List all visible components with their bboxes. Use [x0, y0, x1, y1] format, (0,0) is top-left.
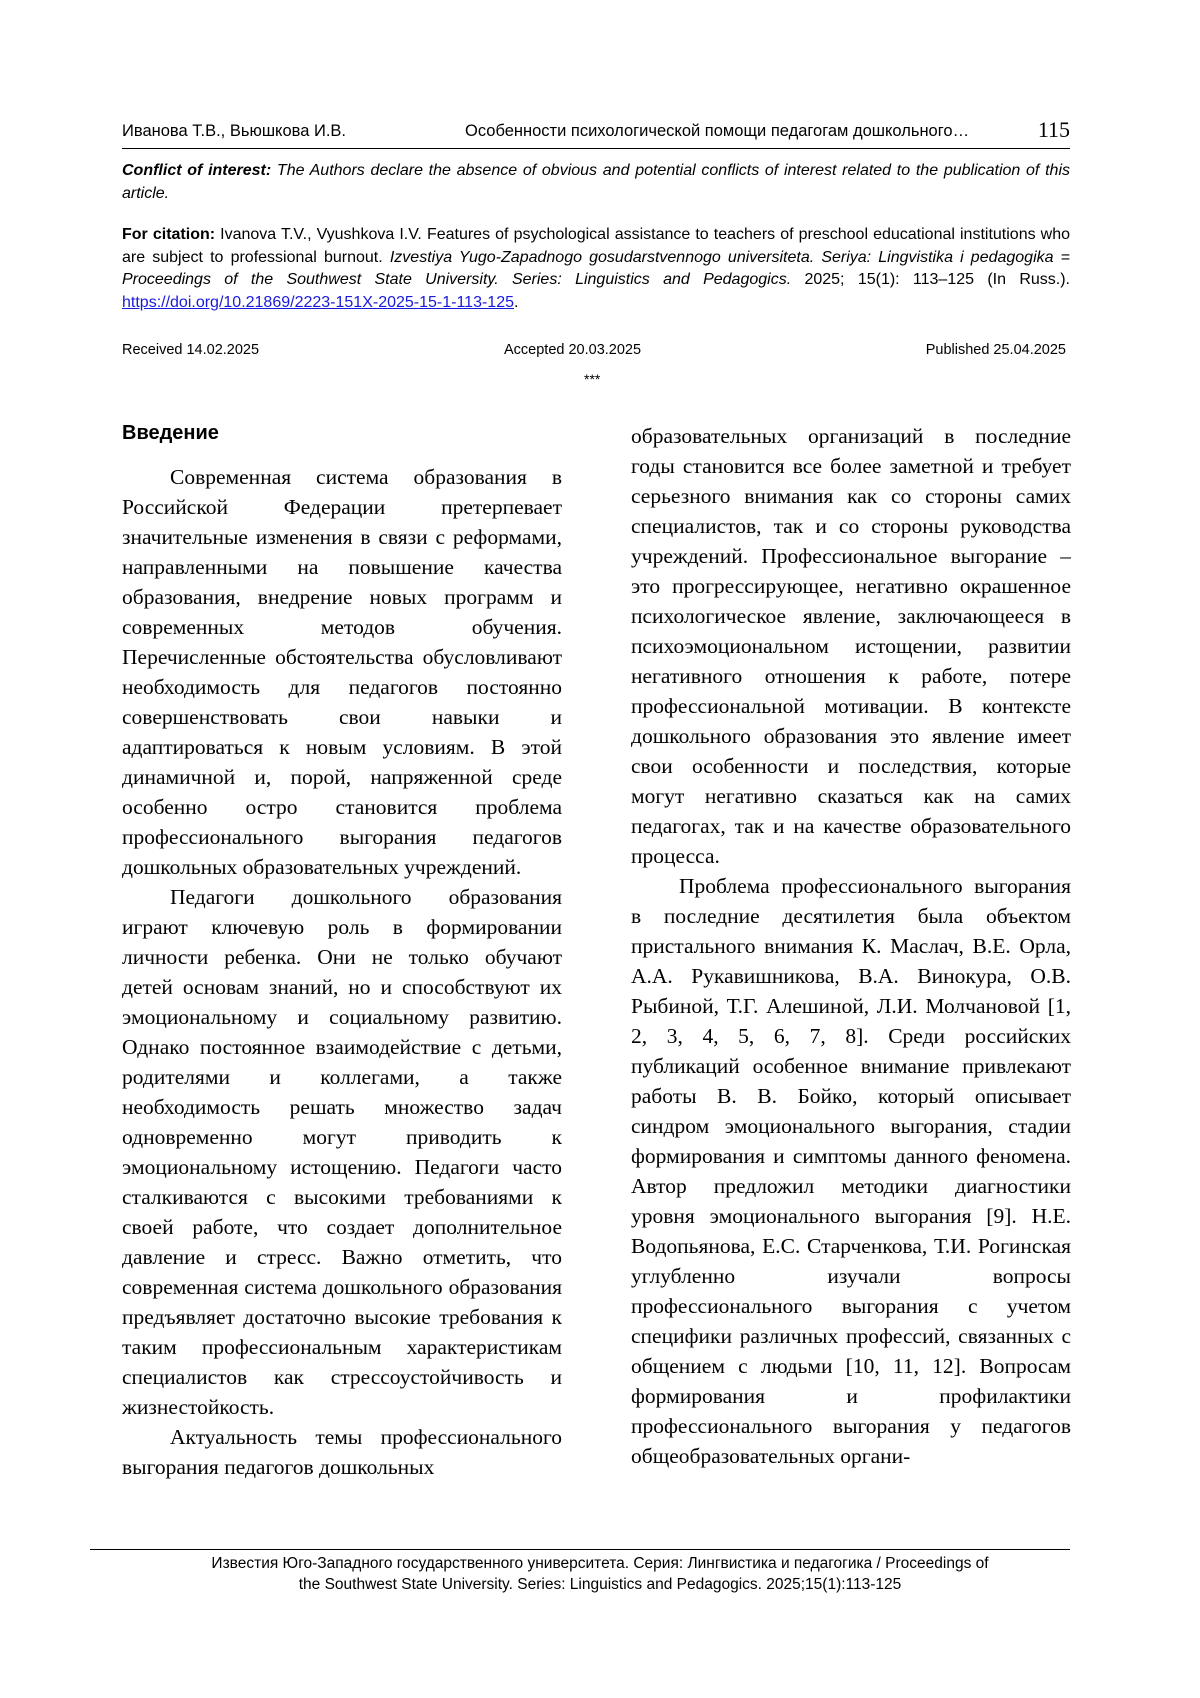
paragraph: Проблема профессионального выгорания в последние десятилетия была объектом пристального внимания К. Маслач, В.Е. Орла, А.А. Рукавишникова, В.А. Винокура, О.В. Рыбиной, Т.Г. Алешиной, Л.И. Молчановой [1, 2, 3, 4, 5, 6, 7, 8]. Среди российских публикаций особенное внимание привлекают работы В. В. Бойко, который описывает синдром эмоционального выгорания, стадии формирования и симптомы данного феномена. Автор предложил методики диагностики уровня эмоционального выгорания [9]. Н.Е. Водопьянова, Е.С. Старченкова, Т.И. Рогинская углубленно изучали вопросы профессионального выгорания с учетом специфики различных профессий, связанных с общением с людьми [10, 11, 12]. Вопросам формирования и профилактики профессионального выгорания у педагогов общеобразовательных органи- [631, 874, 1071, 1468]
citation-end: . [514, 293, 519, 311]
journal-footer [100, 1553, 1100, 1595]
citation-text: Ivanova T.V., Vyushkova I.V. Features of psychological assistance to teachers of preschool educational institutions who are subject to professional burnout. [122, 226, 1071, 266]
paragraph: Современная система образования в Российской Федерации претерпевает значительные изменения в связи с реформами, направленными на повышение качества образования, внедрение новых программ и современных методов обучения. Перечисленные обстоятельства обусловливают необходимость для педагогов постоянно совершенствовать свои навыки и адаптироваться к новым условиям. В этой динамичной и, порой, напряженной среде особенно остро становится проблема профессионального выгорания педагогов дошкольных образовательных учреждений. [122, 465, 562, 879]
page-number: 115 [1037, 117, 1070, 142]
right-column [631, 421, 1071, 1551]
conflict-label: Conflict of interest: [122, 162, 272, 179]
paragraph: образовательных организаций в последние годы становится все более заметной и требует серьезного внимания как со стороны самих специалистов, так и со стороны руководства учреждений. Профессиональное выгорание – это прогрессирующее, негативно окрашенное психологическое явление, заключающееся в психоэмоциональном истощении, развитии негативного отношения к работе, потере профессиональной мотивации. В контексте дошкольного образования это явление имеет свои особенности и последствия, которые могут негативно сказаться как на самих педагогах, так и на качестве образовательного процесса. [631, 424, 1071, 868]
section-heading: Введение [122, 422, 219, 444]
date-published: Published 25.04.2025 [925, 342, 1066, 358]
section-separator: *** [584, 371, 601, 387]
date-accepted: Accepted 20.03.2025 [504, 342, 642, 358]
doi-link[interactable]: https://doi.org/10.21869/2223-151X-2025-15-1-113-125 [122, 293, 514, 311]
footer-line: the Southwest State University. Series: Linguistics and Pedagogics. 2025;15(1):113-125 [298, 1576, 902, 1593]
running-head-title: Особенности психологической помощи педагогам дошкольного… [465, 122, 970, 140]
citation-journal: Izvestiya Yugo-Zapadnogo gosudarstvennogo universiteta. Seriya: Lingvistika i pedagogika = Proceedings of the Southwest State University. Series: Linguistics and Pedagogics. [122, 248, 1071, 288]
citation-block [122, 224, 1070, 314]
paragraph: Педагоги дошкольного образования играют ключевую роль в формировании личности ребенка. Они не только обучают детей основам знаний, но и способствуют их эмоциональному и социальному развитию. Однако постоянное взаимодействие с детьми, родителями и коллегами, а также необходимость решать множество задач одновременно могут приводить к эмоциональному истощению. Педагоги часто сталкиваются с высокими требованиями к своей работе, что создает дополнительное давление и стресс. Важно отметить, что современная система дошкольного образования предъявляет достаточно высокие требования к таким профессиональным характеристикам специалистов как стрессоустойчивость и жизнестойкость. [122, 885, 562, 1419]
conflict-text: The Authors declare the absence of obvious and potential conflicts of interest related to the publication of this article. [122, 162, 1070, 202]
running-head [122, 118, 1070, 149]
footer-rule [90, 1549, 1070, 1550]
running-head-authors: Иванова Т.В., Вьюшкова И.В. [122, 122, 347, 140]
footer-line: Известия Юго-Западного государственного университета. Серия: Лингвистика и педагогика / Proceedings of [211, 1555, 989, 1572]
citation-issue: 2025; 15(1): 113–125 (In Russ.). [791, 271, 1070, 288]
left-column [122, 418, 562, 1550]
date-received: Received 14.02.2025 [122, 342, 260, 358]
conflict-of-interest [122, 160, 1070, 205]
paragraph: Актуальность темы профессионального выгорания педагогов дошкольных [122, 1425, 562, 1479]
citation-label: For citation: [122, 226, 216, 243]
